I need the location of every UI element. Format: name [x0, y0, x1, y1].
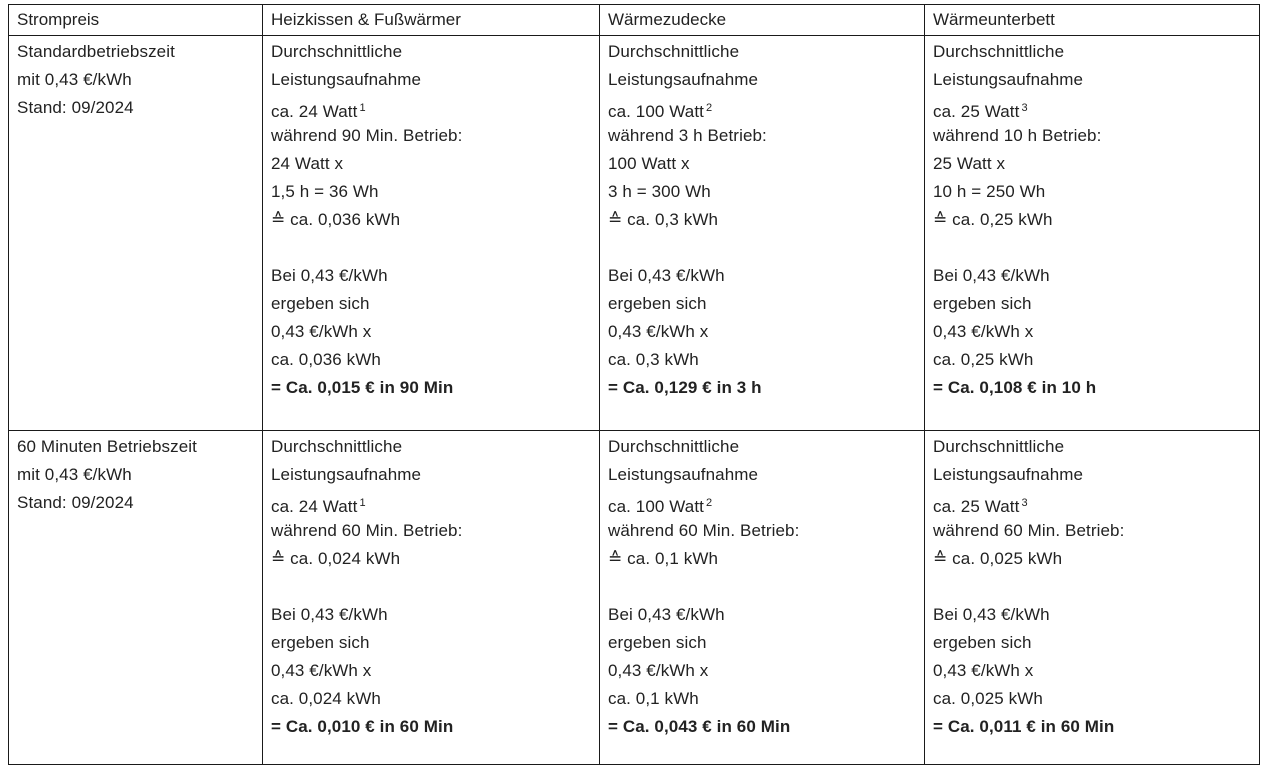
energy-approx: ≙ ca. 0,024 kWh: [271, 549, 401, 568]
cell-line: während 60 Min. Betrieb:: [608, 521, 800, 540]
cell-line: 0,43 €/kWh x: [608, 661, 709, 680]
footnote-marker: 3: [1021, 497, 1028, 509]
power-line: [271, 94, 599, 122]
footnote-marker: 2: [706, 102, 713, 114]
cell-line: ca. 0,3 kWh: [608, 350, 699, 369]
footnote-marker: 1: [359, 102, 366, 114]
power-value: ca. 100 Watt: [608, 102, 705, 121]
cell-line: 0,43 €/kWh x: [608, 322, 709, 341]
cell-line: Durchschnittliche: [608, 437, 740, 456]
cell-waermeunterbett-60min: [925, 431, 1260, 765]
footnote-marker: 2: [706, 497, 713, 509]
energy-approx: ≙ ca. 0,025 kWh: [933, 549, 1063, 568]
cell-line: ca. 0,036 kWh: [271, 350, 381, 369]
header-heizkissen: Heizkissen & Fußwärmer: [263, 5, 600, 36]
cell-line: Bei 0,43 €/kWh: [271, 605, 388, 624]
cell-heizkissen-standard: [263, 36, 600, 431]
row-label-line: Standardbetriebszeit: [17, 42, 175, 61]
power-value: ca. 25 Watt: [933, 497, 1020, 516]
row-label-cell: [9, 36, 263, 431]
cell-line: Leistungsaufnahme: [271, 70, 422, 89]
cell-line: Leistungsaufnahme: [608, 465, 759, 484]
cell-line: 10 h = 250 Wh: [933, 182, 1046, 201]
power-line: [608, 489, 924, 517]
cell-heizkissen-60min: [263, 431, 600, 765]
cell-line: Leistungsaufnahme: [933, 70, 1084, 89]
cell-line: Durchschnittliche: [933, 42, 1065, 61]
footnote-marker: 1: [359, 497, 366, 509]
table-row-standard: [9, 36, 1260, 431]
cell-line: Durchschnittliche: [608, 42, 740, 61]
cell-line: 0,43 €/kWh x: [271, 661, 372, 680]
cost-result: = Ca. 0,129 € in 3 h: [608, 378, 762, 397]
cost-result: = Ca. 0,011 € in 60 Min: [933, 717, 1115, 736]
cell-waermeunterbett-standard: [925, 36, 1260, 431]
cell-line: ergeben sich: [271, 633, 370, 652]
cell-line: Bei 0,43 €/kWh: [271, 266, 388, 285]
row-label-line: mit 0,43 €/kWh: [17, 465, 132, 484]
table-row-60min: [9, 431, 1260, 765]
cell-line: Durchschnittliche: [933, 437, 1065, 456]
cell-line: während 90 Min. Betrieb:: [271, 126, 463, 145]
row-label-line: Stand: 09/2024: [17, 493, 134, 512]
cell-line: 0,43 €/kWh x: [271, 322, 372, 341]
cell-line: 1,5 h = 36 Wh: [271, 182, 379, 201]
power-value: ca. 24 Watt: [271, 497, 358, 516]
power-value: ca. 24 Watt: [271, 102, 358, 121]
cell-line: ca. 0,25 kWh: [933, 350, 1034, 369]
cell-line: während 3 h Betrieb:: [608, 126, 767, 145]
cell-line: während 10 h Betrieb:: [933, 126, 1102, 145]
cell-line: ca. 0,024 kWh: [271, 689, 381, 708]
cell-line: Bei 0,43 €/kWh: [933, 266, 1050, 285]
energy-approx: ≙ ca. 0,1 kWh: [608, 549, 719, 568]
cell-line: ergeben sich: [608, 633, 707, 652]
cell-line: ergeben sich: [608, 294, 707, 313]
cell-line: Durchschnittliche: [271, 437, 403, 456]
power-line: [933, 489, 1259, 517]
energy-approx: ≙ ca. 0,036 kWh: [271, 210, 401, 229]
power-line: [608, 94, 924, 122]
cell-waermezudecke-60min: [600, 431, 925, 765]
row-label-line: mit 0,43 €/kWh: [17, 70, 132, 89]
cost-result: = Ca. 0,108 € in 10 h: [933, 378, 1097, 397]
header-strompreis: Strompreis: [9, 5, 263, 36]
cell-line: 3 h = 300 Wh: [608, 182, 711, 201]
power-value: ca. 25 Watt: [933, 102, 1020, 121]
cell-line: während 60 Min. Betrieb:: [933, 521, 1125, 540]
cell-line: Bei 0,43 €/kWh: [608, 605, 725, 624]
cost-result: = Ca. 0,015 € in 90 Min: [271, 378, 454, 397]
cell-line: Bei 0,43 €/kWh: [608, 266, 725, 285]
cell-line: 25 Watt x: [933, 154, 1006, 173]
cell-line: 0,43 €/kWh x: [933, 322, 1034, 341]
cell-line: Leistungsaufnahme: [933, 465, 1084, 484]
header-waermezudecke: Wärmezudecke: [600, 5, 925, 36]
cost-result: = Ca. 0,010 € in 60 Min: [271, 717, 454, 736]
table-header-row: [9, 5, 1260, 36]
row-label-line: 60 Minuten Betriebszeit: [17, 437, 197, 456]
electricity-cost-table: [8, 4, 1260, 765]
cell-line: ergeben sich: [933, 294, 1032, 313]
row-label-cell: [9, 431, 263, 765]
cell-line: 100 Watt x: [608, 154, 690, 173]
cell-line: Bei 0,43 €/kWh: [933, 605, 1050, 624]
energy-approx: ≙ ca. 0,3 kWh: [608, 210, 719, 229]
power-line: [933, 94, 1259, 122]
cell-line: ca. 0,1 kWh: [608, 689, 699, 708]
energy-approx: ≙ ca. 0,25 kWh: [933, 210, 1053, 229]
cell-waermezudecke-standard: [600, 36, 925, 431]
cell-line: Leistungsaufnahme: [608, 70, 759, 89]
header-waermeunterbett: Wärmeunterbett: [925, 5, 1260, 36]
cost-result: = Ca. 0,043 € in 60 Min: [608, 717, 791, 736]
cell-line: während 60 Min. Betrieb:: [271, 521, 463, 540]
cell-line: 24 Watt x: [271, 154, 344, 173]
power-line: [271, 489, 599, 517]
cell-line: 0,43 €/kWh x: [933, 661, 1034, 680]
row-label-line: Stand: 09/2024: [17, 98, 134, 117]
power-value: ca. 100 Watt: [608, 497, 705, 516]
cell-line: ergeben sich: [933, 633, 1032, 652]
cell-line: ergeben sich: [271, 294, 370, 313]
cell-line: ca. 0,025 kWh: [933, 689, 1043, 708]
cell-line: Durchschnittliche: [271, 42, 403, 61]
cell-line: Leistungsaufnahme: [271, 465, 422, 484]
footnote-marker: 3: [1021, 102, 1028, 114]
